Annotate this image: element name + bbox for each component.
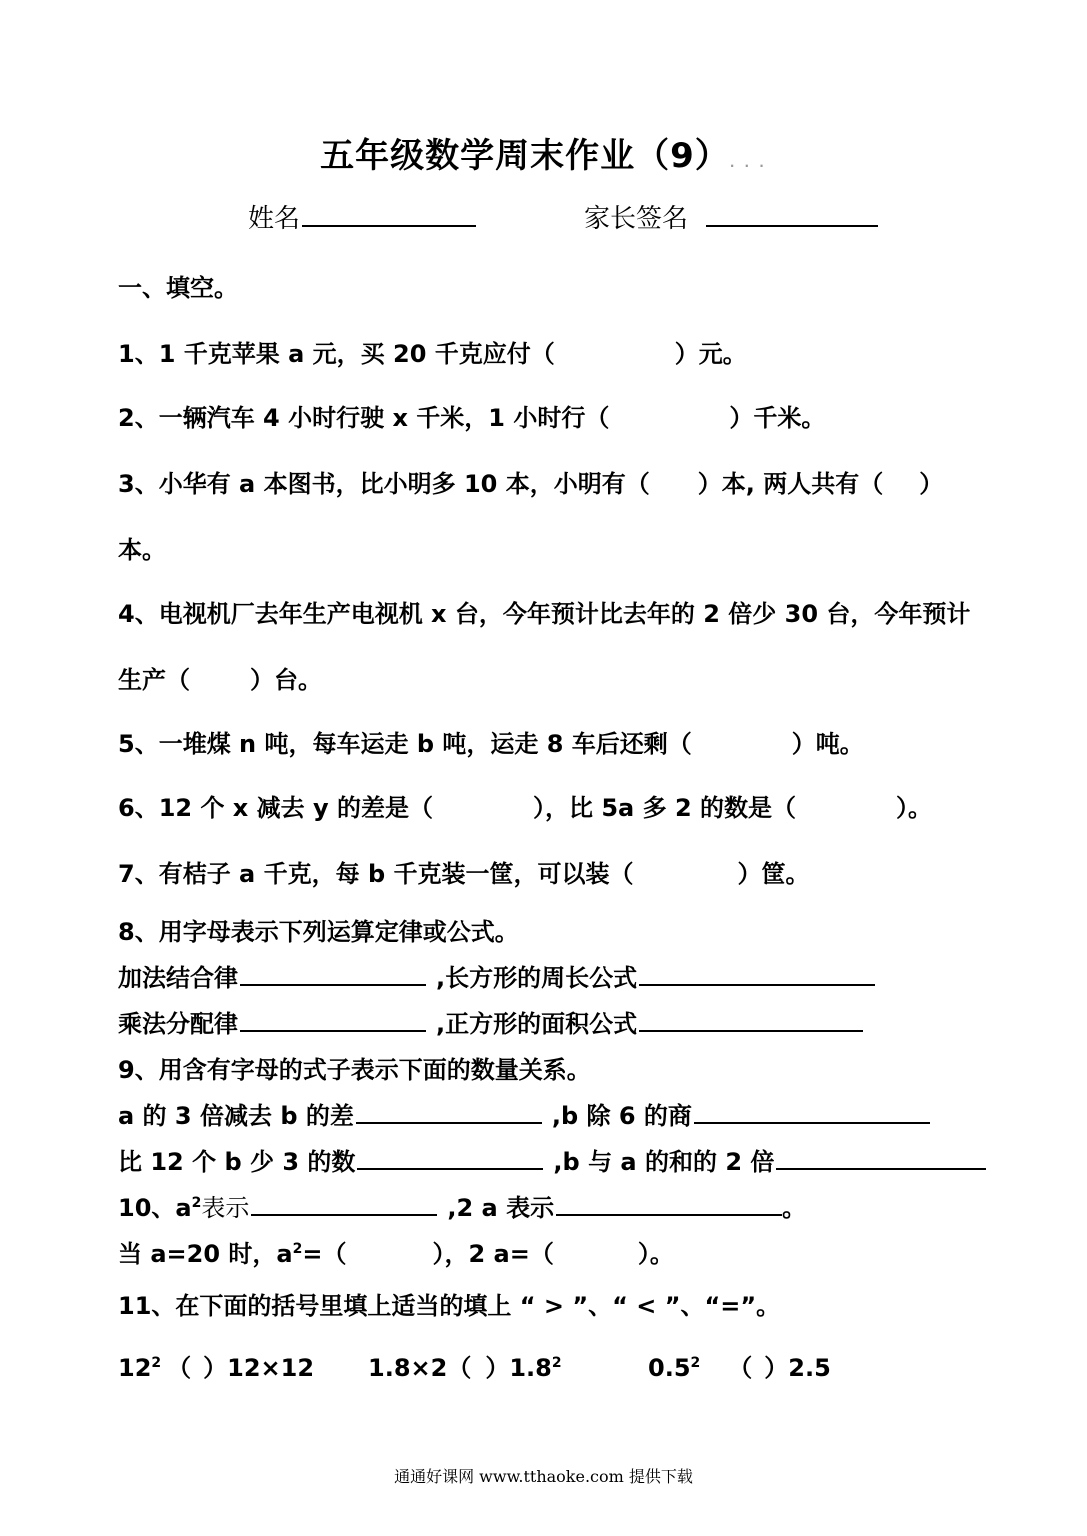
question-10-row-2: 当 a=20 时，$a^2=$（ ），2 a=（ ）。: [118, 1240, 674, 1268]
question-2: 2、一辆汽车 4 小时行驶 x 千米，1 小时行（ ）千米。: [118, 404, 826, 432]
q10-blank-2[interactable]: [556, 1188, 782, 1216]
q9-blank-1[interactable]: [356, 1096, 542, 1124]
q8-blank-2[interactable]: [639, 958, 875, 986]
question-8: 8、用字母表示下列运算定律或公式。: [118, 918, 519, 946]
question-8-row-1: 加法结合律 ,长方形的周长公式: [118, 958, 875, 993]
name-field: [248, 198, 476, 235]
question-9-row-2: 比 12 个 b 少 3 的数 ,b 与 a 的和的 2 倍: [118, 1142, 986, 1177]
question-5: 5、一堆煤 n 吨，每车运走 b 吨，运走 8 车后还剩（ ）吨。: [118, 730, 864, 758]
question-7: 7、有桔子 a 千克，每 b 千克装一筐，可以装（ ）筐。: [118, 860, 810, 888]
question-3: 3、小华有 a 本图书，比小明多 10 本，小明有（ ）本, 两人共有（ ）: [118, 470, 944, 498]
q8-blank-4[interactable]: [639, 1004, 863, 1032]
name-blank[interactable]: [302, 199, 476, 227]
parent-blank[interactable]: [706, 199, 878, 227]
footer-download-note: 通通好课网 www.tthaoke.com 提供下载: [394, 1467, 693, 1486]
name-label: 姓名: [248, 204, 301, 234]
question-6: 6、12 个 x 减去 y 的差是（ ），比 5a 多 2 的数是（ ）。: [118, 794, 933, 822]
q10-blank-1[interactable]: [251, 1188, 437, 1216]
question-9-row-1: a 的 3 倍减去 b 的差 ,b 除 6 的商: [118, 1096, 930, 1131]
q8-blank-1[interactable]: [240, 958, 426, 986]
parent-label: 家长签名: [584, 204, 689, 234]
question-4: 4、电视机厂去年生产电视机 x 台，今年预计比去年的 2 倍少 30 台，今年预计: [118, 600, 971, 628]
question-3-cont: 本。: [118, 536, 166, 564]
q9-blank-3[interactable]: [357, 1142, 543, 1170]
section-heading: 一、填空。: [118, 274, 238, 302]
page-title: 五年级数学周末作业（9）. . .: [320, 136, 767, 176]
question-1: 1、1 千克苹果 a 元，买 20 千克应付（ ）元。: [118, 340, 747, 368]
question-4-cont: 生产（ ）台。: [118, 666, 322, 694]
question-11-item-2: 1.8×2（ ）$1.8^2$: [368, 1354, 562, 1382]
question-11: 11、在下面的括号里填上适当的填上 “ > ”、“ < ”、“=”。: [118, 1292, 781, 1320]
question-10: 10、$a^2$表示 ,2 a 表示 。: [118, 1188, 806, 1223]
parent-signature-field: [584, 198, 878, 235]
q9-blank-4[interactable]: [776, 1142, 986, 1170]
question-8-row-2: 乘法分配律 ,正方形的面积公式: [118, 1004, 863, 1039]
question-11-item-3: $0.5^2$ （ ）2.5: [648, 1354, 831, 1382]
q9-blank-2[interactable]: [694, 1096, 930, 1124]
q8-blank-3[interactable]: [240, 1004, 426, 1032]
question-9: 9、用含有字母的式子表示下面的数量关系。: [118, 1056, 591, 1084]
question-11-item-1: $12^2$ （ ）12×12: [118, 1354, 315, 1382]
